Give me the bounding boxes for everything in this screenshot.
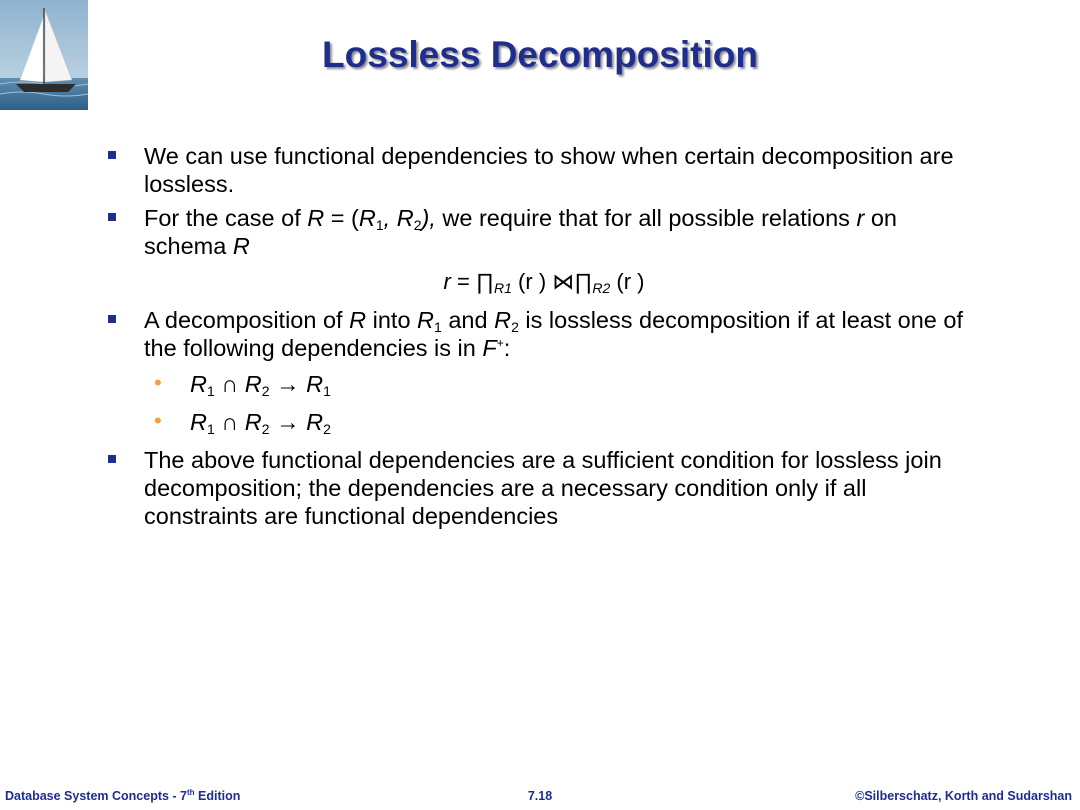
dependency-text: $R_1$ ∩ $R_2 \to R_1$ bbox=[190, 371, 331, 399]
square-bullet-icon bbox=[108, 315, 116, 323]
decomposition-formula: $r = \prod_{R1}$ (r ) $⋈\prod_{R2}$ (r ) bbox=[443, 269, 645, 296]
bullet-item bbox=[104, 142, 984, 198]
bullet-text: A decomposition of R into $R_1$ and $R_2$ is lossless decomposition if at least one of the following dependencies is in F+: bbox=[144, 307, 964, 361]
dependency-text: $R_1$ ∩ $R_2 \to R_2$ bbox=[190, 409, 331, 437]
square-bullet-icon bbox=[108, 151, 116, 159]
dot-bullet-icon: • bbox=[154, 408, 162, 433]
footer-book-title: Database System Concepts - 7th Edition bbox=[5, 788, 241, 803]
slide-content bbox=[104, 142, 984, 536]
square-bullet-icon bbox=[108, 213, 116, 221]
bullet-text: We can use functional dependencies to show when certain decomposition are lossless. bbox=[144, 143, 954, 197]
bullet-text: The above functional dependencies are a sufficient condition for lossless join decomposition; the dependencies are a necessary condition only if all constraints are functional dependencies bbox=[144, 447, 942, 529]
sub-bullet-item bbox=[104, 370, 984, 398]
page-title: Lossless Decomposition bbox=[322, 34, 758, 75]
bullet-item bbox=[104, 204, 984, 260]
sub-bullet-item bbox=[104, 408, 984, 436]
footer-slide-number: 7.18 bbox=[527, 789, 553, 803]
bullet-text: For the case of $R = (R_1$, $R_2$), we require that for all possible relations r on schema R bbox=[144, 205, 897, 259]
dot-bullet-icon: • bbox=[154, 370, 162, 395]
bullet-item bbox=[104, 306, 984, 362]
footer-copyright: ©Silberschatz, Korth and Sudarshan bbox=[855, 789, 1072, 803]
square-bullet-icon bbox=[108, 455, 116, 463]
bullet-item bbox=[104, 446, 984, 530]
